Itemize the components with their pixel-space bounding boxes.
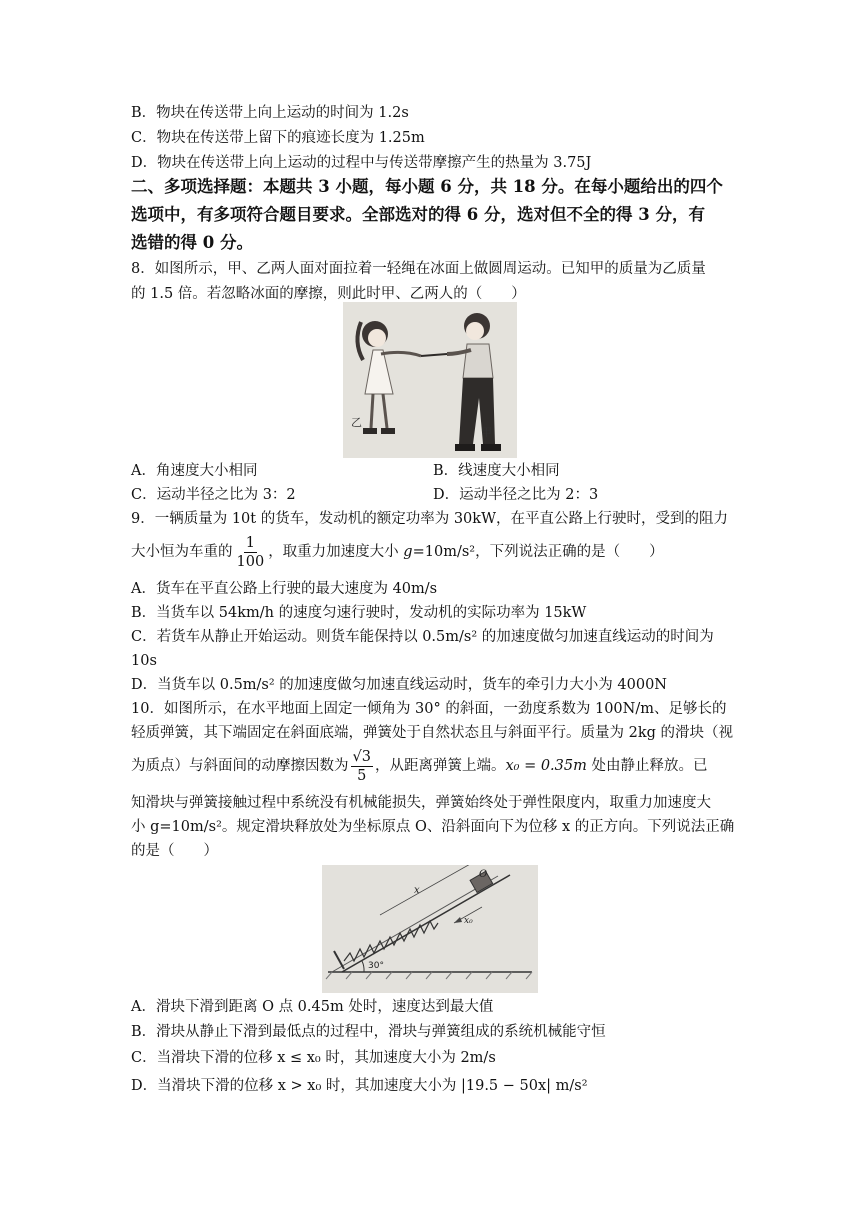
q10-stem-line4: 知滑块与弹簧接触过程中系统没有机械能损失，弹簧始终处于弹性限度内，取重力加速度大: [131, 795, 711, 811]
incline-figure: [322, 865, 538, 993]
label-x0: x₀: [464, 916, 473, 926]
q10-stem-line1: 10．如图所示，在水平地面上固定一倾角为 30° 的斜面，一劲度系数为 100N/m、足够长的: [131, 701, 727, 717]
fraction-1-100: [235, 534, 267, 571]
x0-expression: x₀ = 0.35m: [505, 758, 587, 774]
fraction-sqrt3-5: [351, 748, 373, 785]
q9-option-b: B．当货车以 54km/h 的速度匀速行驶时，发动机的实际功率为 15kW: [131, 605, 587, 621]
q10-option-d: D．当滑块下滑的位移 x > x₀ 时，其加速度大小为 |19.5 − 50x| m/s²: [131, 1078, 588, 1094]
q10-option-b: B．滑块从静止下滑到最低点的过程中，滑块与弹簧组成的系统机械能守恒: [131, 1024, 606, 1040]
q9-text-post: =10m/s²，下列说法正确的是（ ）: [412, 544, 664, 560]
label-angle: 30°: [368, 961, 384, 971]
fraction-denominator: 100: [236, 553, 265, 570]
q8-stem-line2: 的 1.5 倍。若忽略冰面的摩擦，则此时甲、乙两人的（ ）: [131, 286, 526, 302]
q9-text-pre: 大小恒为车重的: [131, 544, 233, 560]
incline-spring-diagram: [322, 865, 538, 993]
section-heading-line1: 二、多项选择题：本题共 3 小题，每小题 6 分，共 18 分。在每小题给出的四个: [131, 177, 723, 196]
q10-stem-line3: [131, 744, 707, 788]
fraction-denominator: 5: [357, 767, 367, 784]
q7-option-d: D．物块在传送带上向上运动的过程中与传送带摩擦产生的热量为 3.75J: [131, 155, 592, 171]
q9-option-c-line1: C．若货车从静止开始运动。则货车能保持以 0.5m/s² 的加速度做匀加速直线运动的时间为: [131, 629, 714, 645]
q10-text-mid: ，从距离弹簧上端。: [374, 758, 506, 774]
q8-option-b: B．线速度大小相同: [433, 463, 560, 479]
skaters-figure: [343, 302, 517, 458]
q8-stem-line1: 8．如图所示，甲、乙两人面对面拉着一轻绳在冰面上做圆周运动。已知甲的质量为乙质量: [131, 261, 706, 277]
label-jia: 甲: [481, 426, 492, 439]
q10-text-post: 处由静止释放。已: [586, 758, 708, 774]
g-symbol: g: [403, 544, 413, 560]
label-x: x: [414, 885, 420, 896]
skaters-illustration: [343, 302, 517, 458]
q10-option-a: A．滑块下滑到距离 O 点 0.45m 处时，速度达到最大值: [131, 999, 494, 1015]
q7-option-b: B．物块在传送带上向上运动的时间为 1.2s: [131, 105, 409, 121]
q9-option-d: D．当货车以 0.5m/s² 的加速度做匀加速直线运动时，货车的牵引力大小为 4000N: [131, 677, 667, 693]
q10-stem-line5: 小 g=10m/s²。规定滑块释放处为坐标原点 O、沿斜面向下为位移 x 的正方向。下列说法正确: [131, 819, 735, 835]
q10-stem-line2: 轻质弹簧，其下端固定在斜面底端，弹簧处于自然状态且与斜面平行。质量为 2kg 的滑块（视: [131, 725, 734, 741]
q8-option-d: D．运动半径之比为 2：3: [433, 487, 599, 503]
q8-option-a: A．角速度大小相同: [131, 463, 258, 479]
label-origin-o: O: [479, 869, 488, 880]
q7-option-c: C．物块在传送带上留下的痕迹长度为 1.25m: [131, 130, 425, 146]
q10-text-pre: 为质点）与斜面间的动摩擦因数为: [131, 758, 349, 774]
section-heading-line2: 选项中，有多项符合题目要求。全部选对的得 6 分，选对但不全的得 3 分，有: [131, 205, 705, 224]
q9-stem-line1: 9．一辆质量为 10t 的货车，发动机的额定功率为 30kW，在平直公路上行驶时，受到的阻力: [131, 511, 728, 527]
q10-stem-line6: 的是（ ）: [131, 843, 218, 859]
q10-option-c: C．当滑块下滑的位移 x ≤ x₀ 时，其加速度大小为 2m/s: [131, 1050, 496, 1066]
section-heading-line3: 选错的得 0 分。: [131, 233, 253, 252]
fraction-numerator: 1: [245, 534, 255, 551]
q9-stem-line2: [131, 532, 664, 572]
q9-option-a: A．货车在平直公路上行驶的最大速度为 40m/s: [131, 581, 438, 597]
q8-option-c: C．运动半径之比为 3：2: [131, 487, 296, 503]
q9-option-c-line2: 10s: [131, 653, 157, 669]
fraction-numerator: √3: [352, 748, 371, 765]
label-yi: 乙: [351, 416, 362, 429]
q9-text-mid: ，取重力加速度大小: [268, 544, 404, 560]
